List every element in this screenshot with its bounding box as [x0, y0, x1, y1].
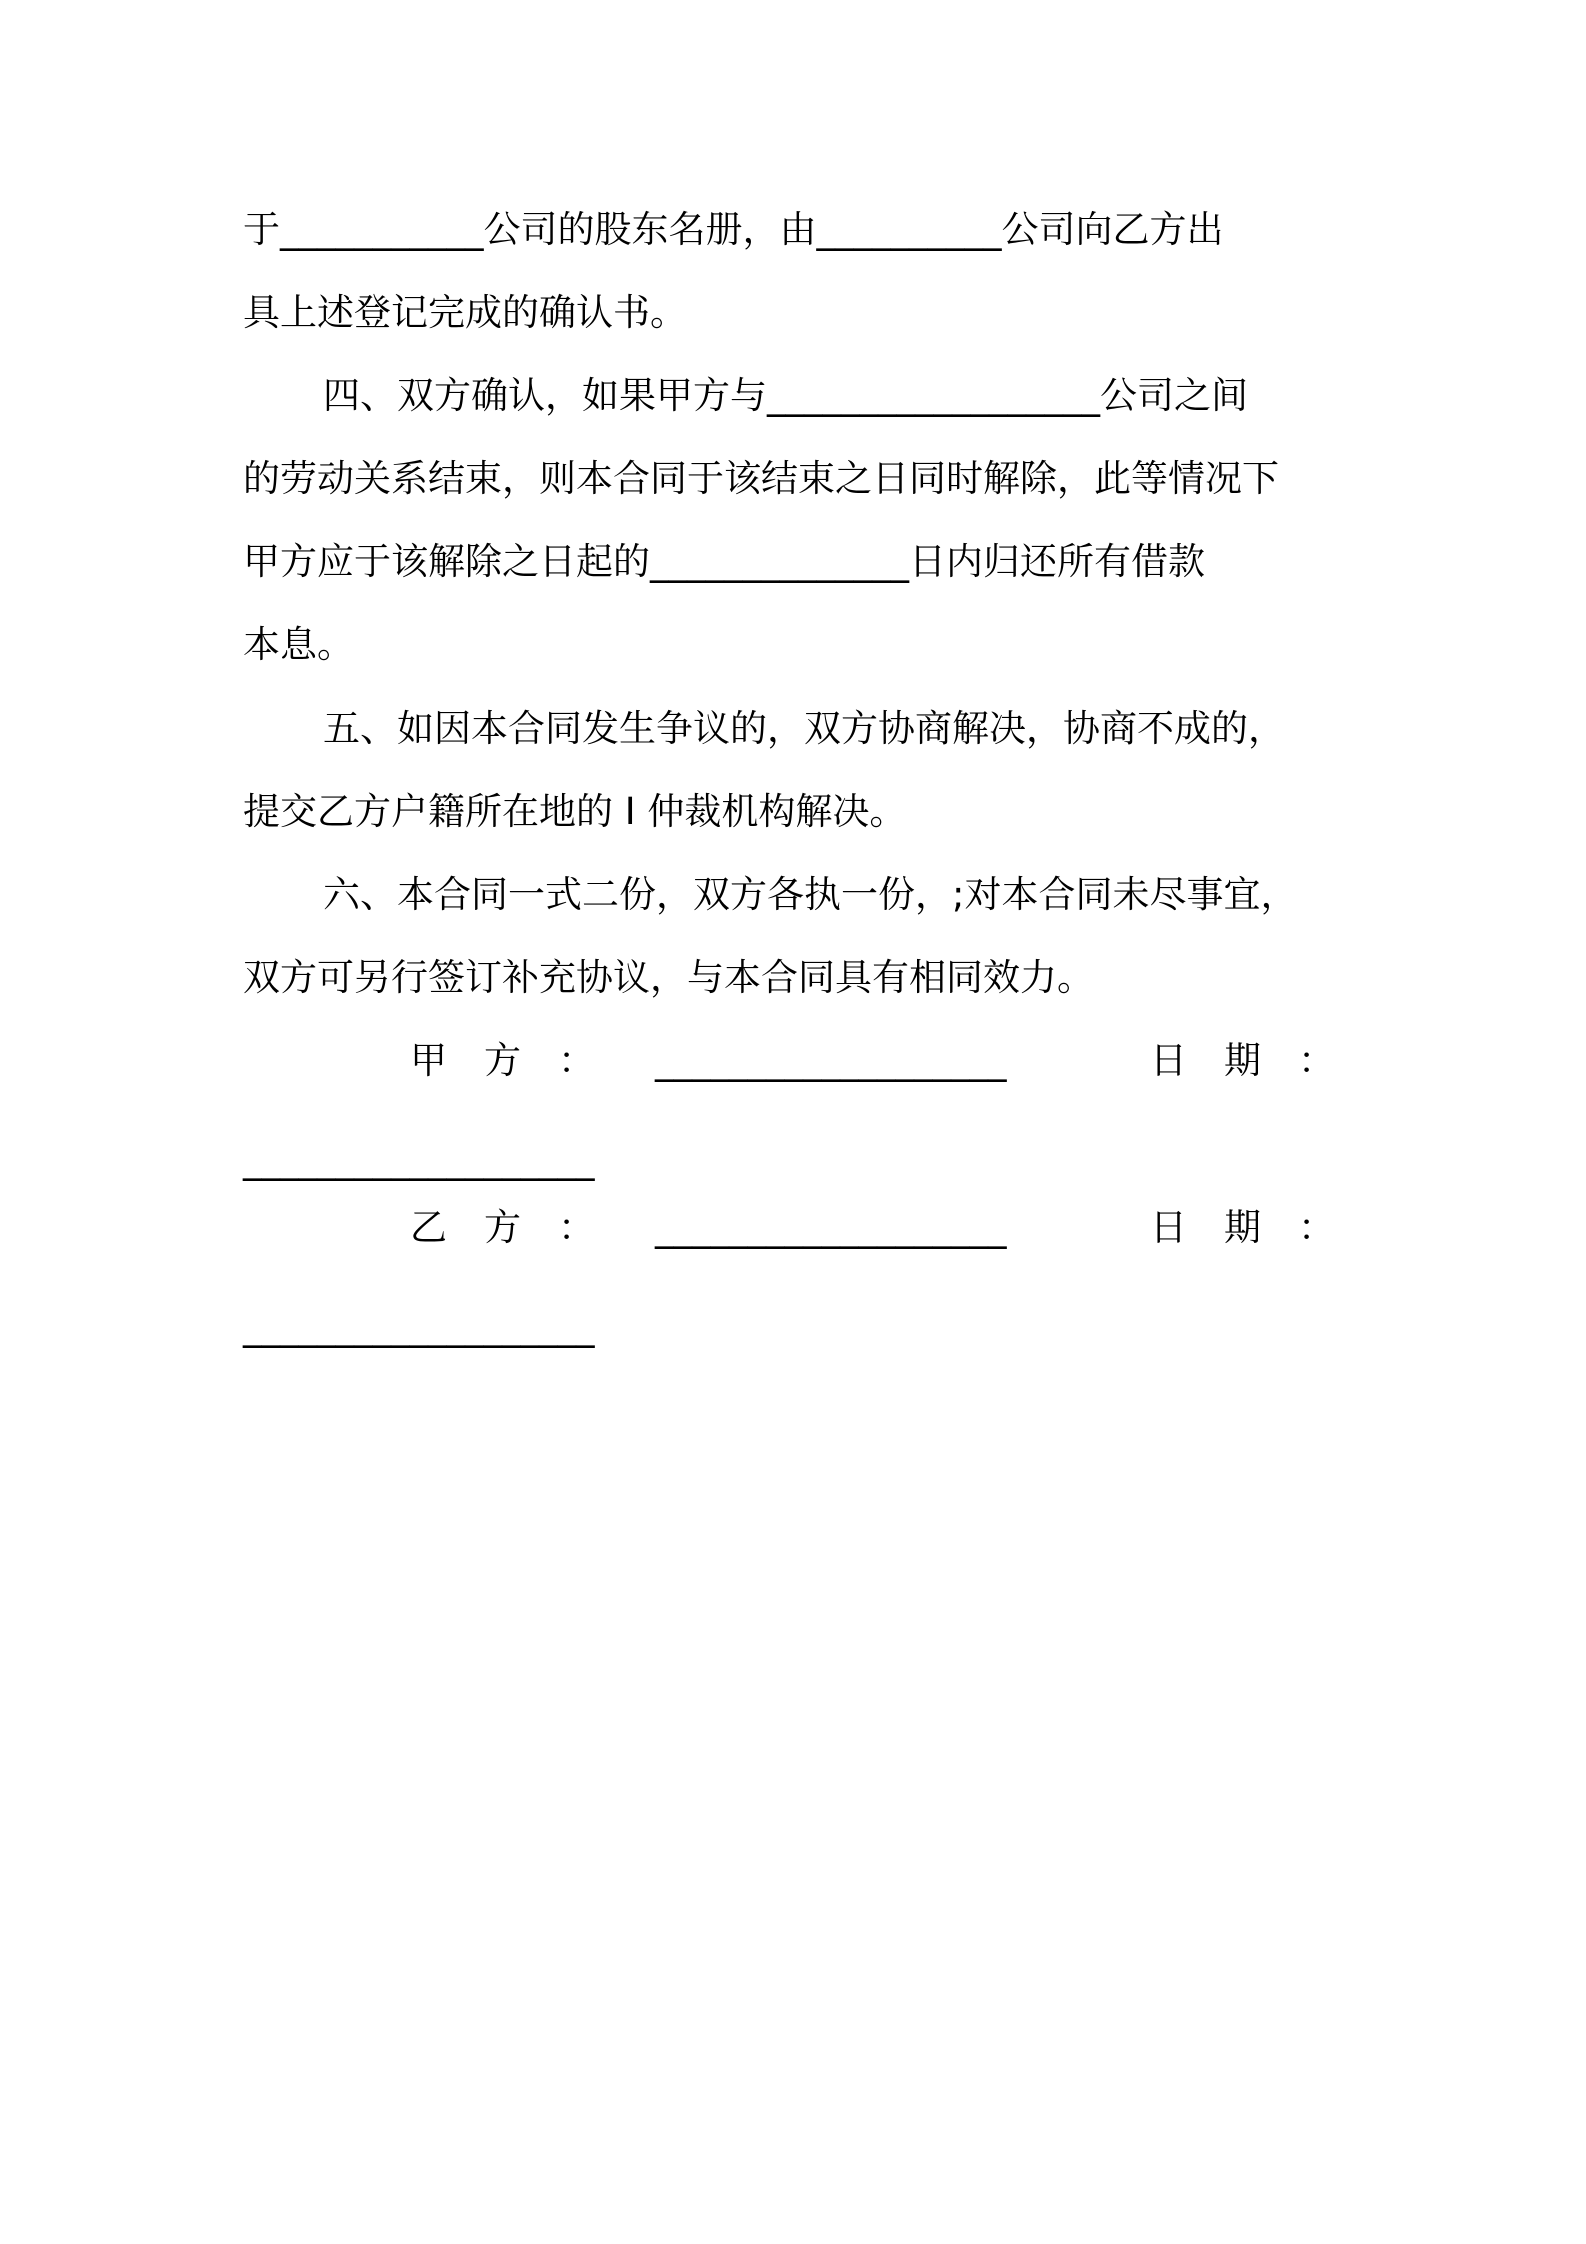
paragraph-6-line-1: 六、本合同一式二份，双方各执一份，;对本合同未尽事宜， — [323, 873, 1298, 916]
party-b-date-blank: ___________________ — [243, 1305, 595, 1348]
party-a-label: 甲 方 ： — [410, 1039, 595, 1082]
paragraph-3-line-2: 具上述登记完成的确认书。 — [243, 291, 687, 334]
paragraph-5-line-1: 五、如因本合同发生争议的，双方协商解决，协商不成的， — [323, 707, 1285, 750]
paragraph-4-line-3: 甲方应于该解除之日起的______________日内归还所有借款 — [243, 540, 1205, 583]
party-b-signature-blank: ___________________ — [655, 1206, 1007, 1249]
paragraph-5-line-2: 提交乙方户籍所在地的 I 仲裁机构解决。 — [243, 790, 907, 833]
party-b-label: 乙 方 ： — [410, 1206, 595, 1249]
paragraph-3-line-1: 于___________公司的股东名册，由__________公司向乙方出 — [243, 208, 1224, 251]
party-b-date-label: 日 期 ： — [1150, 1206, 1335, 1249]
paragraph-4-line-1: 四、双方确认，如果甲方与__________________公司之间 — [323, 374, 1248, 417]
party-a-date-label: 日 期 ： — [1150, 1039, 1335, 1082]
party-a-signature-blank: ___________________ — [655, 1039, 1007, 1082]
paragraph-4-line-2: 的劳动关系结束，则本合同于该结束之日同时解除，此等情况下 — [243, 457, 1279, 500]
paragraph-6-line-2: 双方可另行签订补充协议，与本合同具有相同效力。 — [243, 956, 1094, 999]
party-a-date-blank: ___________________ — [243, 1138, 595, 1181]
paragraph-4-line-4: 本息。 — [243, 623, 354, 666]
